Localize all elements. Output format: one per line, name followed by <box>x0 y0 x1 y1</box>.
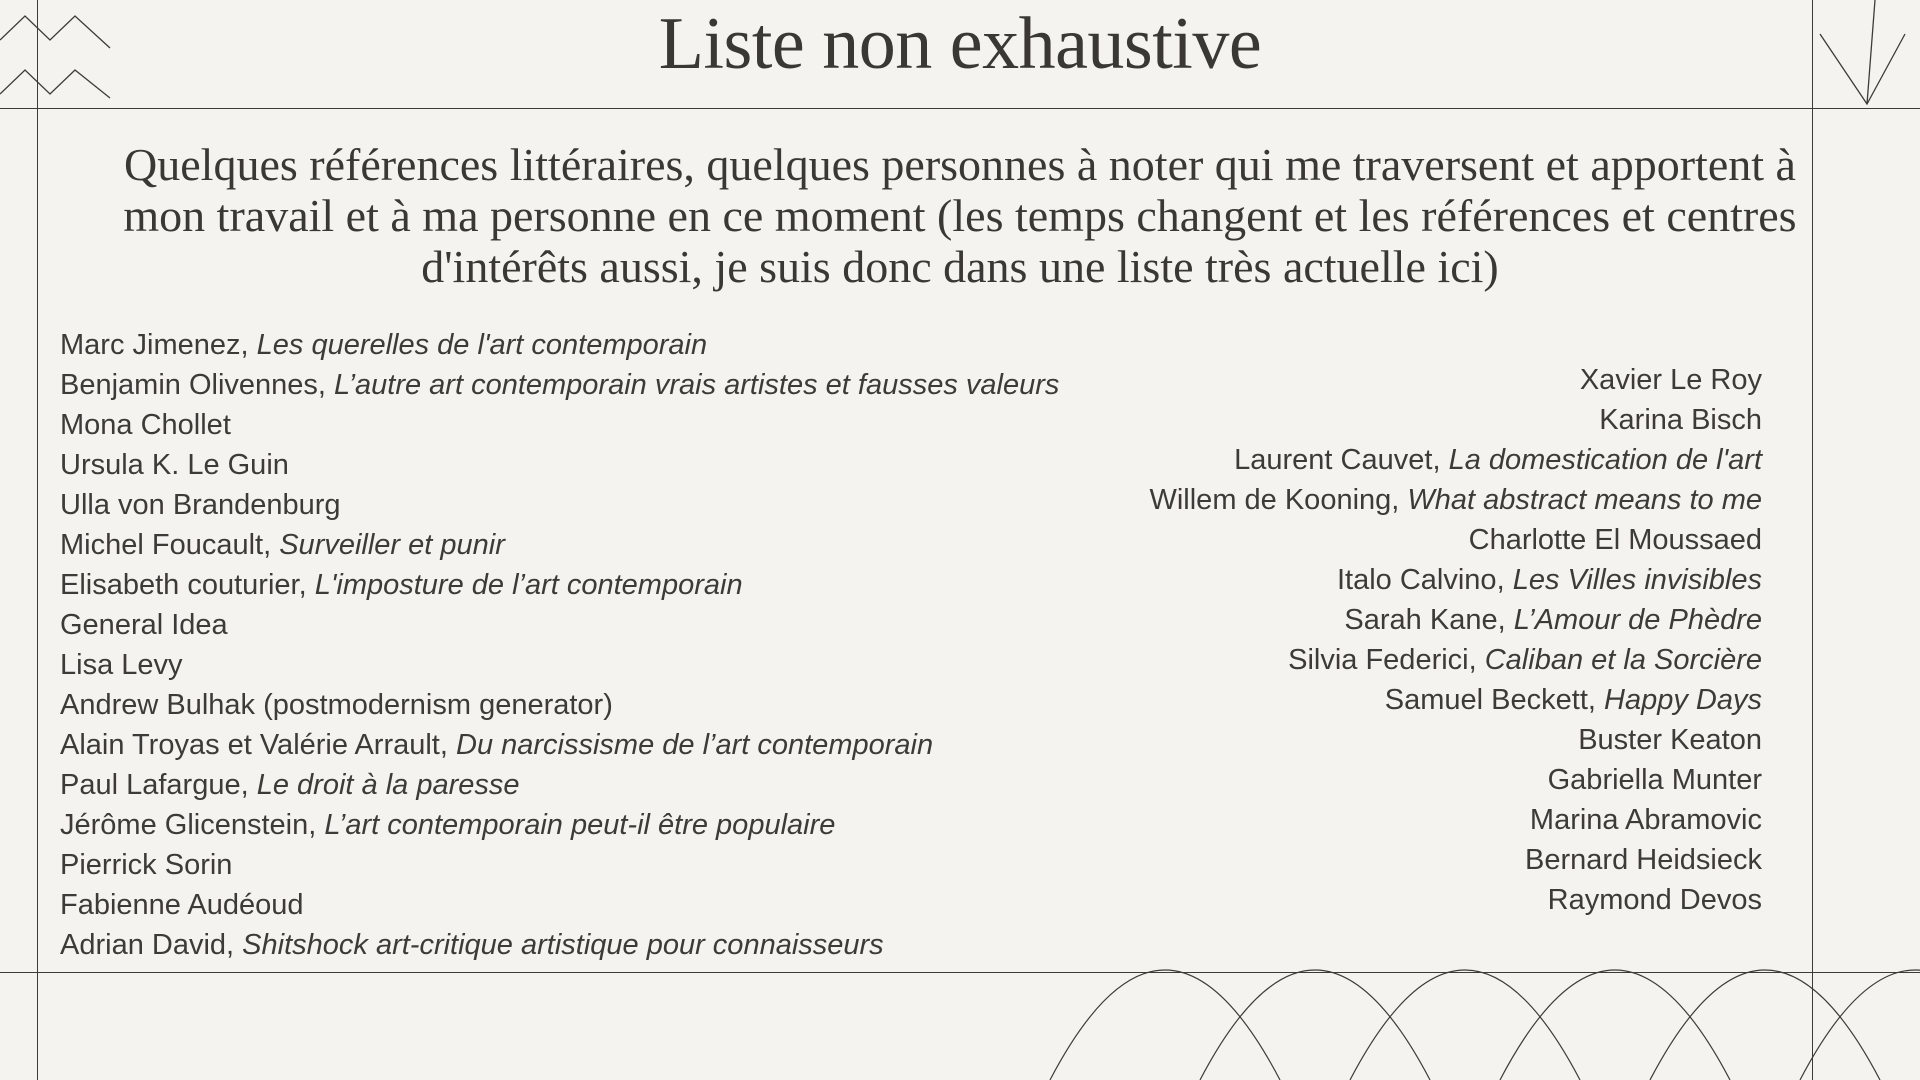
reference-author: Gabriella Munter <box>1547 764 1762 796</box>
reference-item: Elisabeth couturier, L'imposture de l’art contemporain <box>60 569 743 601</box>
reference-work-title: L'imposture de l’art contemporain <box>314 569 743 601</box>
reference-item: Samuel Beckett, Happy Days <box>1384 684 1762 716</box>
reference-author: General Idea <box>60 609 228 641</box>
arches-decoration <box>1020 970 1920 1080</box>
reference-work-title: L’art contemporain peut-il être populaire <box>324 809 836 841</box>
reference-author: Elisabeth couturier <box>60 569 299 601</box>
reference-author: Bernard Heidsieck <box>1525 844 1762 876</box>
reference-item <box>60 685 1059 725</box>
reference-item <box>60 445 1059 485</box>
reference-work-title: Du narcissisme de l’art contemporain <box>456 729 934 761</box>
reference-author: Buster Keaton <box>1578 724 1762 756</box>
reference-item <box>1149 360 1762 400</box>
reference-work-title: Shitshock art-critique artistique pour connaisseurs <box>242 929 884 961</box>
reference-author: Andrew Bulhak (postmodernism generator) <box>60 689 613 721</box>
reference-work-title: L’autre art contemporain vrais artistes et fausses valeurs <box>334 369 1060 401</box>
reference-item: Michel Foucault, Surveiller et punir <box>60 529 505 561</box>
reference-author: Raymond Devos <box>1547 884 1762 916</box>
reference-item <box>1149 760 1762 800</box>
reference-item: Italo Calvino, Les Villes invisibles <box>1336 564 1762 596</box>
reference-item: Silvia Federici, Caliban et la Sorcière <box>1288 644 1762 676</box>
reference-work-title: Caliban et la Sorcière <box>1484 644 1762 676</box>
reference-item: Laurent Cauvet, La domestication de l'art <box>1234 444 1762 476</box>
reference-item <box>1149 400 1762 440</box>
reference-work-title: Les Villes invisibles <box>1512 564 1762 596</box>
reference-item: Jérôme Glicenstein, L’art contemporain peut-il être populaire <box>60 809 836 841</box>
reference-author: Laurent Cauvet <box>1234 444 1433 476</box>
reference-item: Benjamin Olivennes, L’autre art contemporain vrais artistes et fausses valeurs <box>60 369 1060 401</box>
reference-author: Alain Troyas et Valérie Arrault <box>60 729 440 761</box>
reference-item <box>60 845 1059 885</box>
reference-work-title: Surveiller et punir <box>279 529 505 561</box>
reference-work-title: La domestication de l'art <box>1448 444 1762 476</box>
page-title: Liste non exhaustive <box>658 3 1262 85</box>
reference-work-title: Les querelles de l'art contemporain <box>256 329 708 361</box>
page-subtitle: Quelques références littéraires, quelques personnes à noter qui me traversent et apportent à mon travail et à ma personne en ce moment (les temps changent et les références et centres d'intérêts aussi, je suis donc dans une liste très actuelle ici) <box>123 139 1797 292</box>
reference-item: Alain Troyas et Valérie Arrault, Du narcissisme de l’art contemporain <box>60 729 934 761</box>
reference-item <box>1149 520 1762 560</box>
reference-author: Mona Chollet <box>60 409 231 441</box>
reference-item <box>60 485 1059 525</box>
reference-author: Samuel Beckett <box>1384 684 1588 716</box>
reference-author: Marc Jimenez <box>60 329 241 361</box>
top-divider-line <box>0 108 1920 109</box>
reference-author: Adrian David <box>60 929 227 961</box>
reference-item: Marc Jimenez, Les querelles de l'art contemporain <box>60 329 708 361</box>
reference-author: Ulla von Brandenburg <box>60 489 341 521</box>
reference-work-title: L’Amour de Phèdre <box>1513 604 1762 636</box>
reference-author: Willem de Kooning <box>1149 484 1392 516</box>
reference-author: Fabienne Audéoud <box>60 889 304 921</box>
reference-item <box>1149 720 1762 760</box>
reference-author: Pierrick Sorin <box>60 849 233 881</box>
reference-author: Italo Calvino <box>1336 564 1497 596</box>
reference-author: Karina Bisch <box>1599 404 1762 436</box>
reference-author: Silvia Federici <box>1288 644 1469 676</box>
reference-item <box>1149 880 1762 920</box>
reference-item <box>60 645 1059 685</box>
reference-item: Adrian David, Shitshock art-critique artistique pour connaisseurs <box>60 929 884 961</box>
reference-author: Ursula K. Le Guin <box>60 449 289 481</box>
reference-item <box>60 885 1059 925</box>
reference-author: Jérôme Glicenstein <box>60 809 309 841</box>
reference-item: Willem de Kooning, What abstract means to me <box>1149 484 1762 516</box>
reference-author: Paul Lafargue <box>60 769 241 801</box>
reference-item <box>60 405 1059 445</box>
references-list-right <box>1149 360 1762 920</box>
reference-author: Lisa Levy <box>60 649 183 681</box>
reference-work-title: Happy Days <box>1604 684 1762 716</box>
reference-item <box>60 605 1059 645</box>
reference-author: Marina Abramovic <box>1529 804 1762 836</box>
reference-work-title: Le droit à la paresse <box>256 769 520 801</box>
reference-author: Sarah Kane <box>1344 604 1498 636</box>
reference-item <box>1149 840 1762 880</box>
reference-author: Benjamin Olivennes <box>60 369 318 401</box>
reference-author: Xavier Le Roy <box>1579 364 1762 396</box>
references-list-left <box>60 325 1059 965</box>
right-vertical-line <box>1812 0 1813 1080</box>
reference-item <box>1149 800 1762 840</box>
left-vertical-line <box>37 0 38 1080</box>
reference-item: Sarah Kane, L’Amour de Phèdre <box>1344 604 1762 636</box>
reference-item: Paul Lafargue, Le droit à la paresse <box>60 769 520 801</box>
reference-author: Michel Foucault <box>60 529 264 561</box>
reference-author: Charlotte El Moussaed <box>1468 524 1762 556</box>
reference-work-title: What abstract means to me <box>1407 484 1762 516</box>
